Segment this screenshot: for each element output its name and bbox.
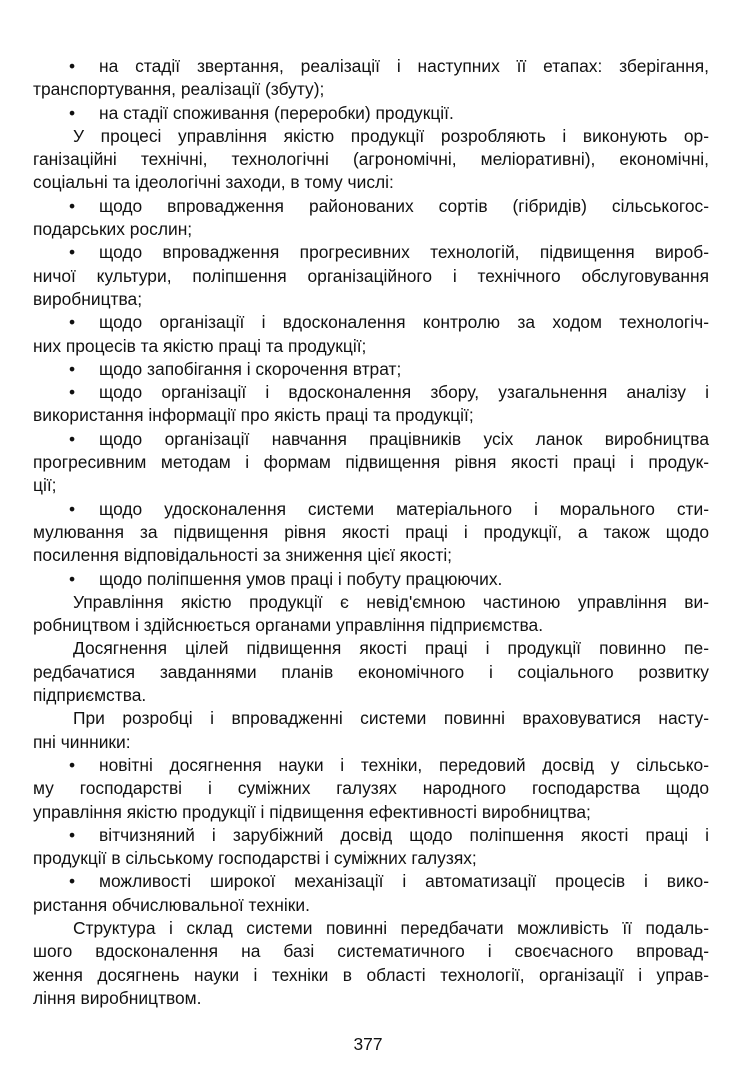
text-line: транспортування, реалізації (збуту);	[33, 79, 325, 100]
text-line: них процесів та якістю праці та продукції;	[33, 335, 367, 356]
bullet-icon: •	[69, 568, 76, 589]
line-text: щодо впровадження прогресивних технологій, підвищення вироб-	[99, 242, 709, 263]
text-line: посилення відповідальності за зниження цієї якості;	[33, 545, 453, 566]
line-text: щодо поліпшення умов праці і побуту працюючих.	[99, 568, 503, 589]
bullet-line	[33, 498, 709, 521]
paragraph-first-line: При розробці і впровадженні системи повинні враховуватися насту-	[73, 708, 709, 729]
bullet-icon: •	[69, 312, 76, 333]
bullet-icon: •	[69, 824, 76, 845]
bullet-icon: •	[69, 871, 76, 892]
text-line: продукції в сільському господарстві і суміжних галузях;	[33, 848, 477, 869]
line-text: щодо удосконалення системи матеріального і морального сти-	[99, 498, 709, 519]
line-text: щодо організації навчання працівників усіх ланок виробництва	[99, 428, 709, 449]
text-line: робництвом і здійснюється органами управління підприємства.	[33, 615, 544, 636]
paragraph-first-line: Досягнення цілей підвищення якості праці і продукції повинно пе-	[73, 638, 709, 659]
text-line: ганізаційні технічні, технологічні (агрономічні, меліоративні), економічні,	[33, 149, 709, 170]
bullet-line	[33, 824, 709, 847]
bullet-line	[33, 311, 709, 334]
bullet-icon: •	[69, 195, 76, 216]
bullet-icon: •	[69, 102, 76, 123]
line-text: новітні досягнення науки і техніки, передовий досвід у сільсько-	[99, 754, 709, 775]
page-body	[33, 55, 709, 1010]
text-line: редбачатися завданнями планів економічного і соціального розвитку	[33, 661, 709, 682]
bullet-icon: •	[69, 754, 76, 775]
page-number: 377	[353, 1034, 383, 1054]
line-text: вітчизняний і зарубіжний досвід щодо поліпшення якості праці і	[99, 824, 709, 845]
bullet-icon: •	[69, 358, 76, 379]
bullet-icon: •	[69, 498, 76, 519]
paragraph-first-line: Управління якістю продукції є невід'ємною частиною управління ви-	[73, 591, 709, 612]
bullet-icon: •	[69, 242, 76, 263]
bullet-line	[33, 428, 709, 451]
bullet-line	[33, 241, 709, 264]
text-line: прогресивним методам і формам підвищення рівня якості праці і продук-	[33, 452, 709, 473]
bullet-line	[33, 754, 709, 777]
text-line: ції;	[33, 475, 57, 496]
text-line: му господарстві і суміжних галузях народного господарства щодо	[33, 778, 709, 799]
line-text: на стадії споживання (переробки) продукції.	[99, 102, 454, 123]
text-line: ристання обчислювальної техніки.	[33, 894, 310, 915]
line-text: щодо запобігання і скорочення втрат;	[99, 358, 402, 379]
bullet-line	[33, 55, 709, 78]
bullet-icon: •	[69, 56, 76, 76]
bullet-line	[33, 381, 709, 404]
text-line: шого вдосконалення на базі систематичного і своєчасного впровад-	[33, 941, 709, 962]
bullet-line	[33, 870, 709, 893]
text-line: ління виробництвом.	[33, 987, 202, 1008]
text-line: підприємства.	[33, 685, 147, 706]
text-line: пні чинники:	[33, 731, 131, 752]
text-line: соціальні та ідеологічні заходи, в тому числі:	[33, 172, 394, 193]
text-line: управління якістю продукції і підвищення ефективності виробництва;	[33, 801, 591, 822]
bullet-icon: •	[69, 428, 76, 449]
line-text: на стадії звертання, реалізації і наступних її етапах: зберігання,	[99, 56, 709, 76]
bullet-line	[33, 358, 709, 381]
paragraph-first-line: Структура і склад системи повинні передбачати можливість її подаль-	[73, 917, 709, 938]
text-line: виробництва;	[33, 288, 143, 309]
text-line: подарських рослин;	[33, 219, 193, 240]
text-line: ження досягнень науки і техніки в області технології, організації і управ-	[33, 964, 709, 985]
bullet-line	[33, 102, 709, 125]
line-text: щодо впровадження районованих сортів (гібридів) сільськогос-	[99, 195, 709, 216]
bullet-icon: •	[69, 382, 76, 403]
line-text: щодо організації і вдосконалення збору, узагальнення аналізу і	[99, 382, 709, 403]
line-text: можливості широкої механізації і автоматизації процесів і вико-	[99, 871, 709, 892]
line-text: щодо організації і вдосконалення контролю за ходом технологіч-	[99, 312, 709, 333]
text-line: ничої культури, поліпшення організаційного і технічного обслуговування	[33, 265, 709, 286]
text-line: використання інформації про якість праці та продукції;	[33, 405, 474, 426]
bullet-line	[33, 195, 709, 218]
bullet-line	[33, 568, 709, 591]
text-line: мулювання за підвищення рівня якості праці і продукції, а також щодо	[33, 521, 709, 542]
paragraph-first-line: У процесі управління якістю продукції розробляють і виконують ор-	[73, 125, 709, 146]
